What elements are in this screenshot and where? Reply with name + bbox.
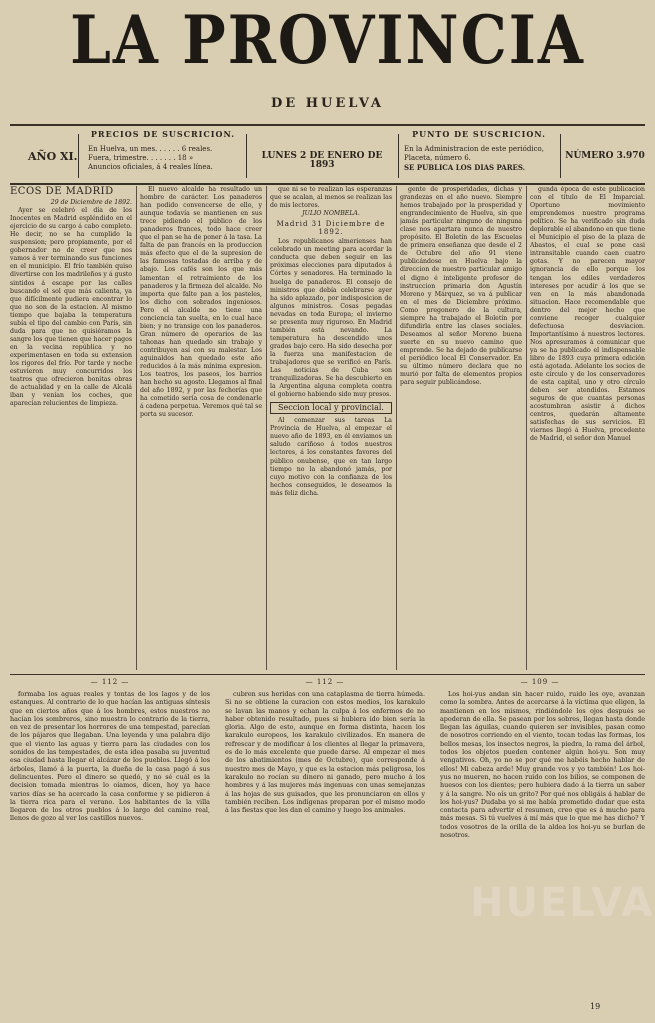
article-text: que ni se te realizan las esperanzas que se acalan, al menos se realizan las de mis lectores. xyxy=(270,186,392,210)
subscription-point-line: Placeta, número 6. xyxy=(404,154,471,162)
prices-line: Anuncios oficiales, á 4 reales línea. xyxy=(88,163,213,171)
masthead-title: LA PROVINCIA xyxy=(70,0,585,80)
info-divider xyxy=(560,134,561,178)
subscription-point-heading: PUNTO DE SUSCRICION. xyxy=(412,129,546,139)
front-page-columns xyxy=(10,186,645,670)
article-text: gente de prosperidades, dichas y grandezas en el año nuevo. Siempre hemos trabajado por la prosperidad y engrandecimiento de Huelva, sin que jamás particular ninguno de ninguna clase nos apartara nunca de nuestro propósito. El Boletín de las Escuelas de primera enseñanza que desde el 2 de Octubre del año 91 viene publicándose en Huelva bajo la direccion de nuestro particular amigo el digno é inteligente profesor de instruccion primaria don Agustín Moreno y Márquez, se va á publicar en el mes de Diciembre próximo. Como pregonero de la cultura, siempre ha trabajado el Boletín por difundirla entre las clases sociales. Deseamos al señor Moreno buena suerte en su nuevo camino que emprende. Se ha dejado de publicarse el periódico local El Conservador. En su último número declara que no murió por falta de elementos propios para seguir publicándose. xyxy=(400,186,522,387)
feuilleton-text: formaba los aguas reales y tontas de los lagos y de los estanques. Al contrario de lo que hacían las antiguas síntesis que en ciertos años que á los hombres, estos nuestros no hacían los sombreros, sino muestra lo contrario de la tierra, en vez de presentar los horrores de una tempestad, parecían de los pájaros que llegaban. Una leyenda y una palabra dijo que el viento las aguas y tierra para las ciudades con los sonidos de las tempestades, de esta idea pasaba su juventud esa ciudad hasta llegar el alcázar de los pueblos. Llegó á los árboles, llamó á la puerta, la dueña de la casa pagó á sus delincuentes. Pero el dinero se quedó, y no sé cuál es la decision tomada mientras lo oíamos, dicen, hoy ya hace varios días se ha acercado la casa conforme y se pidieron á la tierra rica para el verano. Los habitantes de la villa llegaron de los otros pueblos á lo largo del camino real, llenos de gozo al ver los castillos nuevos. xyxy=(10,690,210,823)
column-2 xyxy=(140,186,262,670)
prices-line: Fuera, trimestre. . . . . . . 18 » xyxy=(88,154,194,162)
dispatch-date: Madrid 31 Diciembre de 1892. xyxy=(276,220,386,237)
subscription-point-block xyxy=(404,130,554,172)
article-text: Al comenzar sus tareas La Provincia de Huelva, al empezar el nuevo año de 1893, en él enviamos un saludo cariñoso á todos nuestros lectores, á los constantes favores del público onubense, que en tan largo tiempo no la abandonó jamás, por cuyo motivo con la confianza de los hechos conseguidos, le deseamos la más feliz dicha. xyxy=(270,417,392,497)
prices-heading: PRECIOS DE SUSCRICION. xyxy=(90,129,236,139)
column-divider xyxy=(396,186,397,670)
info-bottom-rule xyxy=(10,183,645,185)
article-title: ECOS DE MADRID xyxy=(10,186,114,197)
feuilleton-section xyxy=(10,678,655,1010)
info-divider xyxy=(398,134,399,178)
publication-days: SE PUBLICA LOS DIAS PARES. xyxy=(404,163,526,172)
info-divider xyxy=(246,134,247,178)
column-4 xyxy=(400,186,522,670)
article-signature: JULIO NOMBELA. xyxy=(302,210,360,218)
page-number: — 109 — xyxy=(520,678,560,686)
masthead-subtitle: DE HUELVA xyxy=(271,96,384,111)
feuilleton-column-2 xyxy=(225,678,425,1000)
subscription-point-line: En la Administracion de este periódico, xyxy=(404,145,544,153)
library-watermark: HUELVA xyxy=(470,880,655,926)
column-3 xyxy=(270,186,392,670)
article-text: gunda época de este publicacion con el título de El Imparcial. Oportuno movimiento emprendemos nuestro programa político. Se ha verificado sin duda deplorable el abandono en que tiene el Municipio el piso de la plaza de Abastos, el cual se pone casi intransitable cuando caen cuatro gotas. Y no parecen mayor ignorancia de ello porque los tengan los ediles verdaderos intereses por acudir á los que se ven en la más abandonada situacion. Hace recomendable que dentro del mejor hecho que conviene recoger cualquier defectuosa desviacion. Importantísimo á nuestros lectores. Nos apresuramos á comunicar que ya se ha publicado el indispensable libro de 1893 cuya primera edición está agotada. Adelante los socios de este círculo y de los conservadores de esta capital, uno y otro círculo deben ser atendidos. Estamos seguros de que cuantas personas acostumbran asistir á dichos centros, quedarán altamente satisfechas de sus servicios. El viernes llegó á Huelva, procedente de Madrid, el señor don Manuel xyxy=(530,186,645,443)
feuilleton-text: cubren sus heridas con una cataplasma de tierra húmeda. Si no se obtiene la curacion con estos medios, los karakulo se lavan las manos y echan la culpa á los enfermos de no haber obtenido resultado, pues si hubiera ido bien sería la gloria. Algo de esto, aunque en forma distinta, hacen los karakulo europeos, los karakulo civilizados. En manera de refrescar y de modificar á los clientes al llegar la primavera, es de lo más excelente que puede darse. Al empezar el mes de los abatimientos (mes de Octubre), que corresponde á nuestro mes de Mayo, y que es la estacion más peligrosa, los karakulo no rocían su dinero ni ganado, pero mucho á los hombres y á las mujeres más ingenuas con unas semejanzas á las hojas de sus guisados, que les pronunciaron en ellos y también reciben. Los indígenas preparan por el mismo modo á las fiestas que les dan el camino y luego los animales. xyxy=(225,690,425,815)
page-number: — 112 — xyxy=(90,678,130,686)
section-heading: Seccion local y provincial. xyxy=(270,402,392,414)
page-number: — 112 — xyxy=(305,678,345,686)
column-divider xyxy=(526,186,527,670)
feuilleton-text: Los hoi-yus andan sin hacer ruido, ruido les oye, avanzan como la sombra. Antes de acercarse á la víctima que eligen, la mantienen en los mismos, rindiéndole los ojos después se apoderan de ella. Se pasean por los sobres, llegan hasta donde llegan las águilas, cuando quieren ser invisibles, pasan como de nosotros corriendo en el viento, tocan todas las formas, los bellos mesas, los insectos negros, la piedra, la rama del árbol, todos los objetos pueden contener algún hoi-yu. Son muy vengativos. Oh, yo no se por qué me habéis hecho hablar de ellos! Mi cabeza arde! Muy grande vos y yo también! Los hoi-yus no mueren, no hacen ruido con los bilios, se componen de huesos con los dientes; pero hubiera dado á la tierra un saber y á la sangre. No oís un grito? Por qué nos obligáis á hablar de los hoi-yus? Dudaba yo si me había prometido dudar que esta contacta para advertir el resumen, creo que es á mucho para más mesas. Si tú vuelves á mí más que lo que me has dicho? Y todos vosotros de la orilla de la aldea los hoi-yu se burlan de nosotros. xyxy=(440,690,645,840)
sheet-mark: 19 xyxy=(590,1002,601,1011)
top-rule xyxy=(10,124,645,126)
column-1 xyxy=(10,186,132,670)
prices-line: En Huelva, un mes. . . . . . 6 reales. xyxy=(88,145,213,153)
article-date: 29 de Diciembre de 1892. xyxy=(50,199,132,207)
article-text: Los republicanos almerienses han celebrado un meeting para acordar la conducta que deben seguir en las próximas elecciones para diputados á Córtes y senadores. Ha terminado la huelga de panaderos. El consejo de ministros que debía celebrarse ayer ha sido aplazado, por indisposicion de algunos ministros. Cosas pegadas nevadas en toda Europa; el invierno se presenta muy riguroso. En Madrid también está nevando. La temperatura ha descendido unos grados bajo cero. Ha sido desecha por la fuerza una manifestacion de trabajadores que se verificó en París. Las noticias de Cuba son tranquilizadoras. Se ha descubierto en la Argentina alguna completa contra el gobierno habiendo sido muy presos. xyxy=(270,238,392,399)
info-divider xyxy=(78,134,79,178)
feuilleton-rule xyxy=(10,674,645,675)
column-divider xyxy=(136,186,137,670)
issue-date: LUNES 2 DE ENERO DE 1893 xyxy=(261,151,383,170)
issue-number: NÚMERO 3.970 xyxy=(565,151,645,161)
article-text: Ayer se celebró el día de los Inocentes en Madrid espléndido en el ejercicio de su cargo á cabo completo. He decir, no se ha cumplido la suspension; pero propiamente, por el gobernador no de creer que nos vamos á ver terminando sus funciones en el municipio. El frío también quiso divertirse con los madrileños y á gusto sintidos á escape por las calles buscando el sol que más calienta, ya que difícilmente pudiera encontrar lo que no son de la estacion. Al mismo tiempo que bajaba la temperatura subía el tipo del cambio con París, sin duda para que no quisiéramos la sangre los que tienen que hacer pagos en la vecina república y no experimentasen en toda su extension los rigores del frío. Por tarde y noche estuvieron muy concurridos los teatros que ofrecieron bonitas obras de actualidad y en la calle de Alcalá iban y venían los coches, que aparecían relucientes de limpieza. xyxy=(10,207,132,408)
column-divider xyxy=(266,186,267,670)
info-bar xyxy=(10,130,645,182)
article-text: El nuevo alcalde ha resultado un hombre de carácter. Los panaderos han podido convencerse de ello, y aunque todavía se mantienen en sus trece pidiendo el público de los panaderos frances, todo hace creer que el pan se ha de poner á la tasa. La falta de pan francés en la produccion más efecto que el de la supresion de las famosas tostadas de arriba y de abajo. Los cafés son los que más lamentan el retraimiento de los panaderos y la firmeza del alcalde. No importa que falte pan a los pasteles, los dicho con sobrados ingeniosos. Pero el alcalde no tiene una conciencia tan suelta, en lo cual hace bien; y no transige con los panaderos. Gran número de operarios de las tahonas han quedado sin trabajo y contribuyen así con su malestar. Los aguinaldos han quedado este año reducidos á la más mínima expresion. Los teatros, los paseos, los barrios han hecho su agosto. Llegamos al final del año 1892, y por las fechorías que ha cometido sería cosa de condenarle á cadena perpetua. Veremos qué tal se porta su sucesor. xyxy=(140,186,262,419)
prices-block xyxy=(88,130,238,172)
feuilleton-column-1 xyxy=(10,678,210,1000)
column-5 xyxy=(530,186,645,670)
year-label: AÑO XI. xyxy=(28,150,78,163)
